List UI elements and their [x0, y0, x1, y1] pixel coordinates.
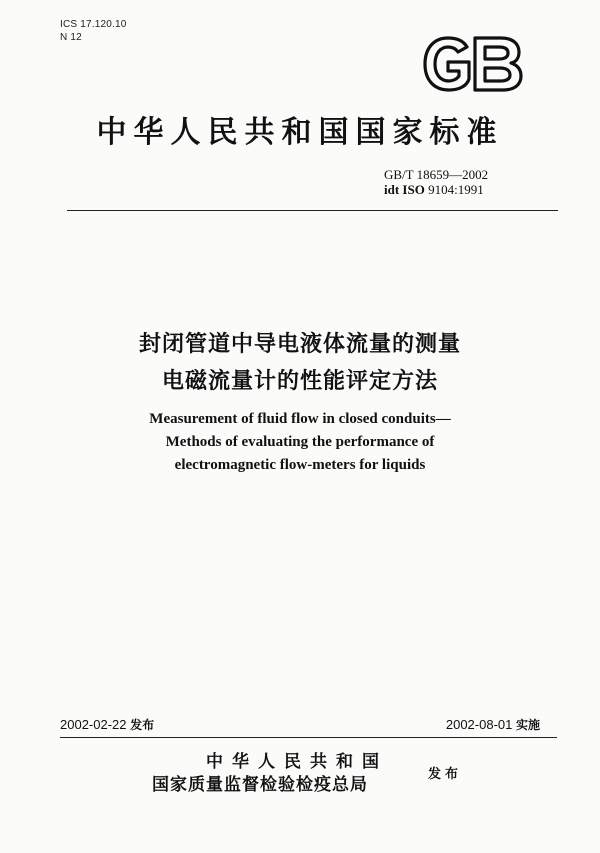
english-title-line-3: electromagnetic flow-meters for liquids	[174, 457, 426, 473]
standard-numbers	[384, 167, 488, 197]
standard-number: GB/T 18659—2002	[384, 167, 489, 182]
issue-label: 发布	[130, 718, 155, 732]
publisher-line-2: 国家质量监督检验检疫总局	[152, 775, 368, 795]
publisher-block	[152, 750, 432, 796]
publish-label: 发布	[428, 767, 463, 782]
english-title-line-1: Measurement of fluid flow in closed conduits—	[149, 411, 451, 427]
iso-equivalence	[384, 182, 488, 197]
iso-equivalence-prefix: idt ISO	[384, 182, 425, 197]
gb-logo	[421, 35, 523, 93]
ccs-code: N 12	[60, 32, 82, 43]
footer-divider	[60, 737, 557, 738]
implementation-date-block	[446, 716, 540, 733]
header-divider	[67, 210, 558, 211]
iso-equivalence-number: 9104:1991	[428, 182, 484, 197]
chinese-title-line-1: 封闭管道中导电液体流量的测量	[138, 332, 461, 357]
ics-code: ICS 17.120.10	[60, 19, 127, 30]
issue-date-block	[60, 716, 154, 733]
implementation-date: 2002-08-01	[445, 717, 513, 732]
publisher-line-1: 中华人民共和国	[206, 752, 388, 772]
chinese-title-line-2: 电磁流量计的性能评定方法	[161, 369, 438, 394]
english-title-line-2: Methods of evaluating the performance of	[165, 434, 435, 450]
issue-date: 2002-02-22	[60, 717, 127, 732]
classification-codes	[60, 18, 127, 44]
national-standard-heading: 中华人民共和国国家标准	[96, 115, 504, 150]
implementation-label: 实施	[515, 718, 540, 732]
